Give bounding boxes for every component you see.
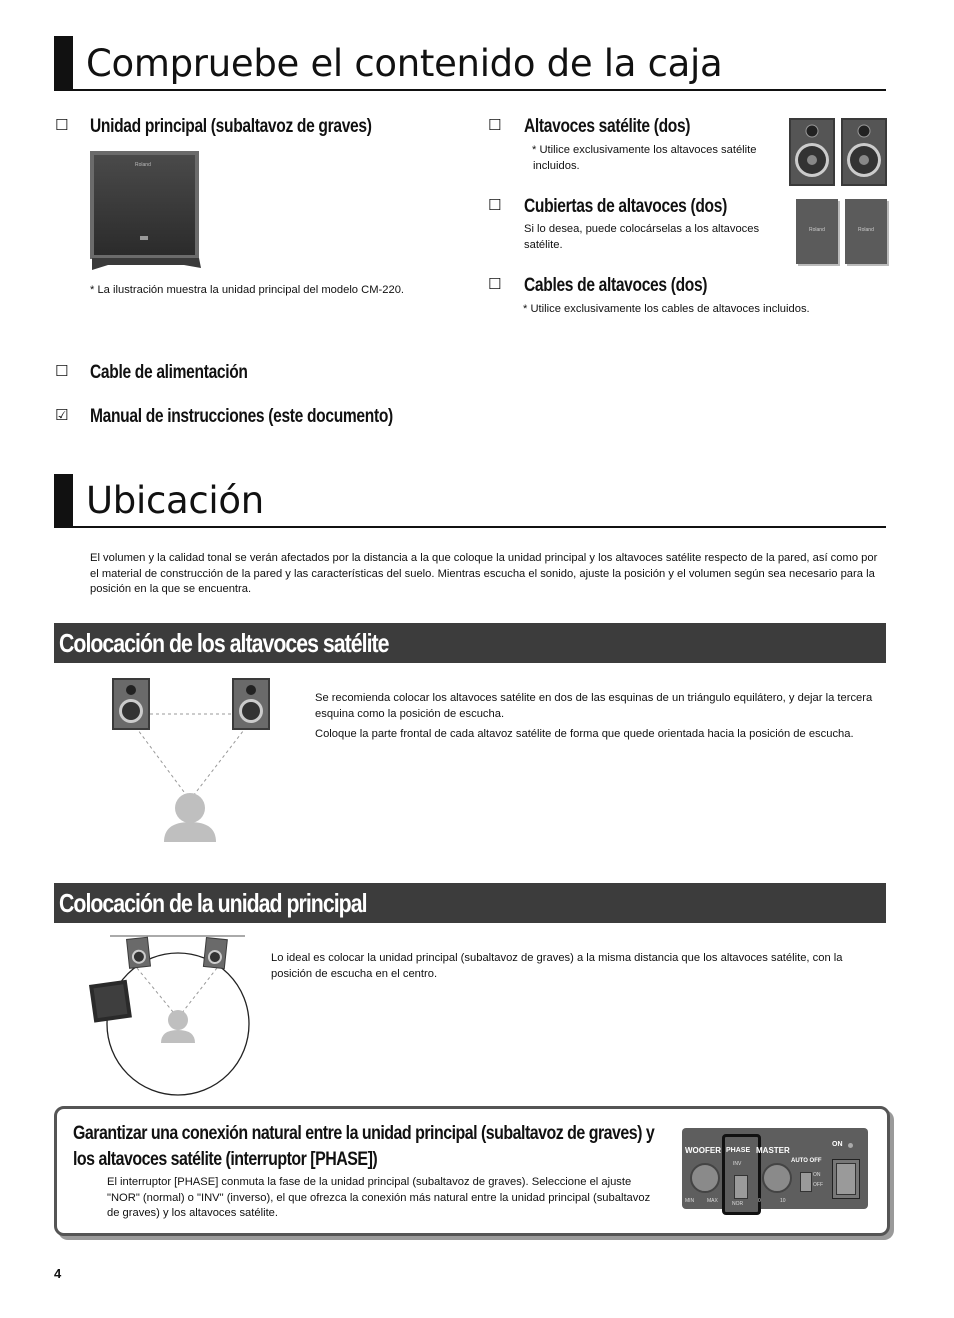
- satellite-placement-diagram: [100, 672, 290, 844]
- note-cables: * Utilice exclusivamente los cables de altavoces incluidos.: [523, 303, 810, 315]
- auto-off-on-label: ON: [813, 1172, 821, 1178]
- item-label-main-unit: Unidad principal (subaltavoz de graves): [90, 116, 372, 137]
- checkbox-icon[interactable]: ☐: [488, 275, 502, 293]
- item-label-manual: Manual de instrucciones (este documento): [90, 406, 393, 427]
- auto-off-label: AUTO OFF: [791, 1158, 822, 1164]
- woofer-label: WOOFER: [685, 1146, 721, 1155]
- power-led: [848, 1143, 853, 1148]
- checkbox-icon[interactable]: ☐: [55, 116, 69, 134]
- power-on-label: ON: [832, 1141, 843, 1148]
- max-label: MAX: [707, 1198, 718, 1204]
- checkbox-checked-icon[interactable]: ☑: [55, 406, 69, 424]
- item-label-power-cable: Cable de alimentación: [90, 362, 248, 383]
- checkbox-icon[interactable]: ☐: [55, 362, 69, 380]
- cover-logo: Roland: [809, 227, 825, 233]
- auto-off-off-label: OFF: [813, 1182, 823, 1188]
- page-number: 4: [54, 1266, 62, 1281]
- checkbox-icon[interactable]: ☐: [488, 116, 502, 134]
- section-title-contents: Compruebe el contenido de la caja: [86, 42, 723, 85]
- phase-callout-box: [54, 1106, 890, 1236]
- heading-bar: [54, 474, 73, 528]
- nor-label: NOR: [732, 1201, 744, 1207]
- power-switch[interactable]: [832, 1159, 860, 1199]
- item-label-satellites: Altavoces satélite (dos): [524, 116, 691, 137]
- master-knob[interactable]: [762, 1163, 792, 1193]
- ten-label: 10: [780, 1198, 786, 1204]
- satellite-paragraph-1: Se recomienda colocar los altavoces satélite en dos de las esquinas de un triángulo equilátero, y dejar la tercera esquina como la posición de escucha.: [315, 692, 873, 720]
- subwoofer-image: [88, 150, 203, 272]
- master-label: MASTER: [756, 1146, 790, 1155]
- satellite-speakers-image: [786, 116, 890, 188]
- zero-label: 0: [758, 1198, 761, 1204]
- callout-title: Garantizar una conexión natural entre la unidad principal (subaltavoz de graves) y los altavoces satélite (interruptor [PHASE]): [73, 1123, 655, 1170]
- inv-label: INV: [733, 1161, 742, 1167]
- item-label-covers: Cubiertas de altavoces (dos): [524, 196, 727, 217]
- heading-bar: [54, 36, 73, 91]
- cover-logo: Roland: [858, 227, 874, 233]
- heading-rule: [54, 89, 886, 91]
- item-label-cables: Cables de altavoces (dos): [524, 275, 708, 296]
- subsection-bar: [54, 883, 886, 923]
- min-label: MIN: [685, 1198, 695, 1204]
- checkbox-icon[interactable]: ☐: [488, 196, 502, 214]
- note-covers: Si lo desea, puede colocárselas a los altavoces satélite.: [524, 223, 760, 251]
- subsection-bar: [54, 623, 886, 663]
- subsection-title-satellites: Colocación de los altavoces satélite: [59, 628, 389, 658]
- phase-switch[interactable]: [734, 1175, 748, 1199]
- subwoofer-logo: Roland: [135, 162, 151, 168]
- control-panel-image: [682, 1128, 868, 1209]
- section-title-placement: Ubicación: [86, 479, 264, 522]
- main-unit-paragraph: Lo ideal es colocar la unidad principal (subaltavoz de graves) a la misma distancia que los altavoces satélite, con la posición de escucha en el centro.: [271, 952, 843, 980]
- heading-rule: [54, 526, 886, 528]
- callout-body: El interruptor [PHASE] conmuta la fase de la unidad principal (subaltavoz de graves). Seleccione el ajuste "NOR" (normal) o "INV" (inverso), el que ofrezca la conexión más natural entre la unidad principal (subaltavoz de graves) y los altavoces satélite.: [107, 1176, 651, 1219]
- note-satellites: * Utilice exclusivamente los altavoces satélite incluidos.: [532, 144, 757, 172]
- main-unit-placement-diagram: [85, 933, 255, 1098]
- woofer-knob[interactable]: [690, 1163, 720, 1193]
- note-main-unit: * La ilustración muestra la unidad principal del modelo CM-220.: [90, 284, 405, 296]
- subsection-title-main-unit: Colocación de la unidad principal: [59, 888, 367, 918]
- auto-off-switch[interactable]: [800, 1172, 812, 1192]
- satellite-paragraph-2: Coloque la parte frontal de cada altavoz satélite de forma que quede orientada hacia la posición de escucha.: [315, 728, 854, 740]
- phase-label: PHASE: [726, 1147, 751, 1154]
- intro-paragraph: El volumen y la calidad tonal se verán afectados por la distancia a la que coloque la unidad principal y los altavoces satélite respecto de la pared, así como por el material de construcción de la pared y las características del suelo. Mientras escucha el sonido, ajuste la posición y el volumen según sea necesario para la posición en la que se encuentra.: [90, 552, 878, 595]
